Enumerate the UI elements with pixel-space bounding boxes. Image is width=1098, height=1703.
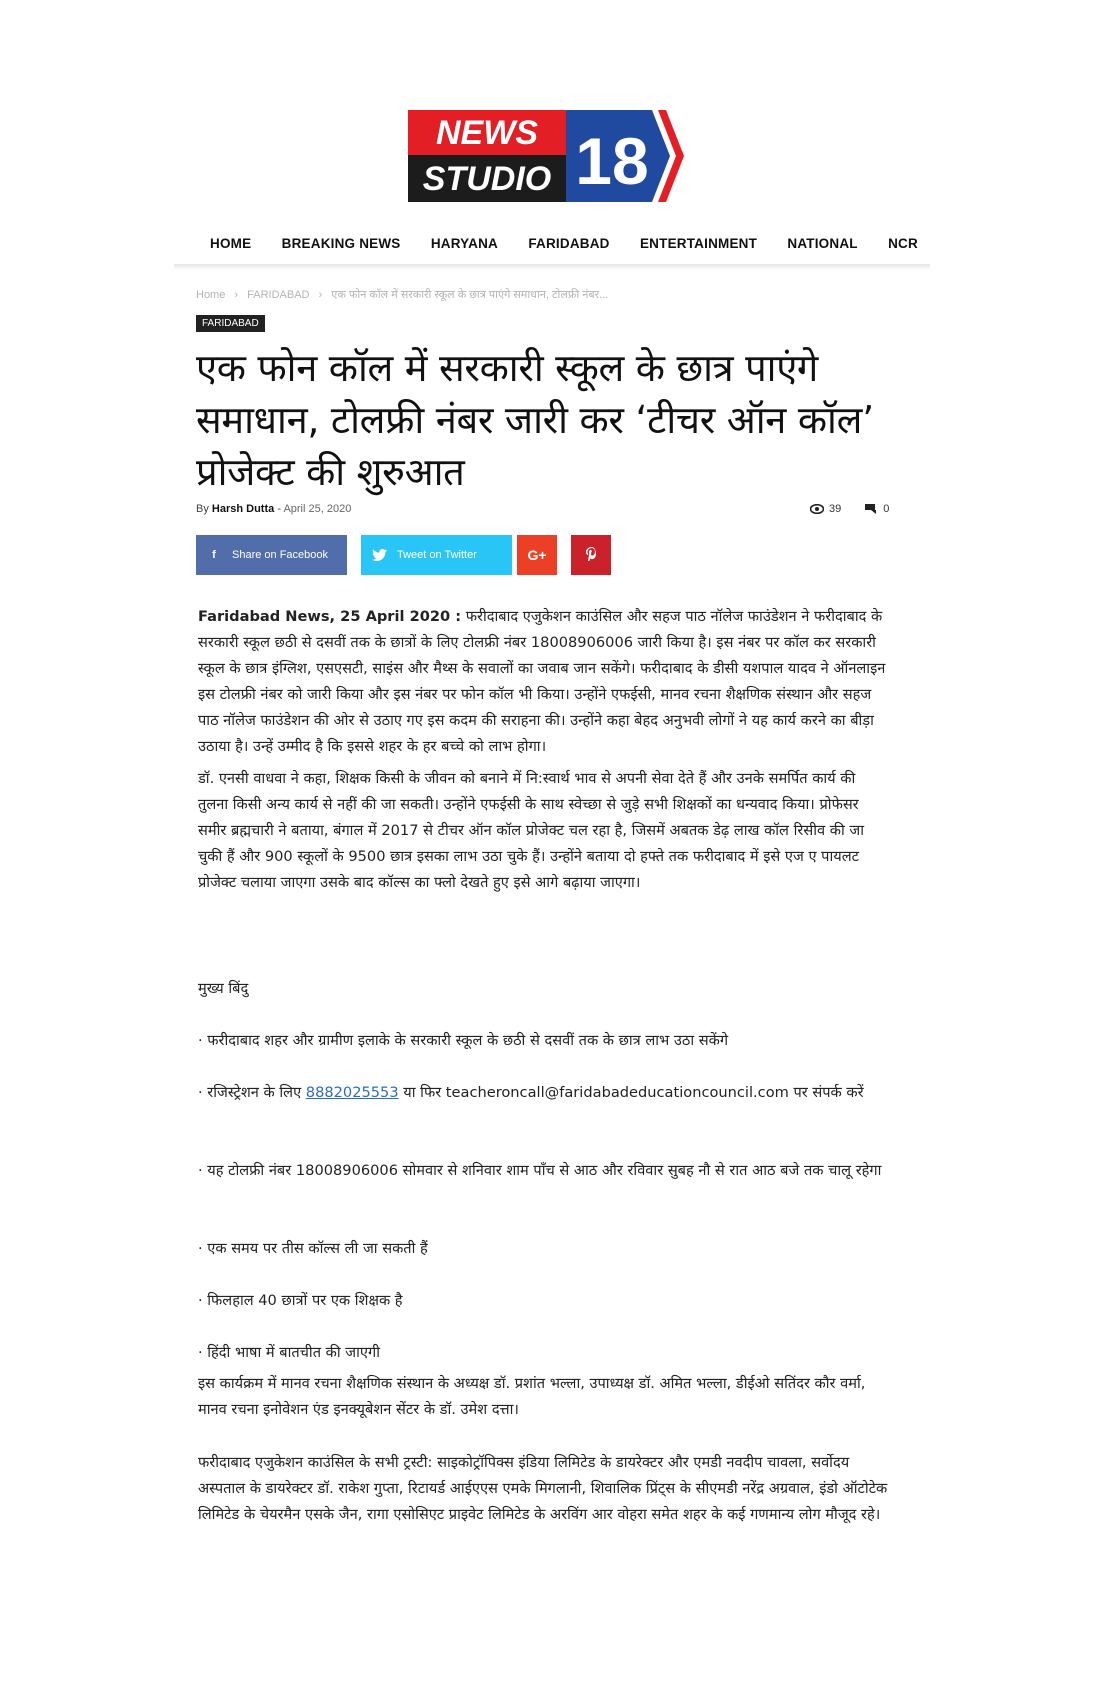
- comment-count[interactable]: 0: [883, 503, 890, 515]
- key-point-5: · फिलहाल 40 छात्रों पर एक शिक्षक है: [198, 1292, 403, 1309]
- logo-number-text: 18: [575, 124, 649, 198]
- breadcrumb-home[interactable]: Home: [196, 289, 226, 301]
- view-count: 39: [829, 503, 842, 515]
- phone-link[interactable]: 8882025553: [305, 1084, 399, 1101]
- twitter-icon: [361, 549, 397, 561]
- key-point-2-pre: · रजिस्ट्रेशन के लिए: [198, 1084, 306, 1101]
- article-stats: [810, 503, 889, 515]
- meta-dash: -: [277, 503, 281, 515]
- share-twitter-button[interactable]: [361, 535, 512, 575]
- nav-divider: [174, 264, 930, 270]
- news18-logo-graphic: [408, 110, 684, 202]
- publish-date: April 25, 2020: [283, 503, 352, 515]
- nav-entertainment[interactable]: ENTERTAINMENT: [639, 235, 758, 251]
- key-point-2-post: या फिर teacheroncall@faridabadeducationcouncil.com पर संपर्क करें: [398, 1084, 864, 1101]
- nav-faridabad[interactable]: FARIDABAD: [528, 235, 610, 251]
- logo-news-text: NEWS: [436, 114, 538, 152]
- dateline: Faridabad News, 25 April 2020 :: [198, 608, 462, 625]
- logo-studio-text: STUDIO: [422, 160, 552, 198]
- key-points-heading: मुख्य बिंदु: [198, 980, 249, 997]
- comment-icon[interactable]: [865, 504, 878, 514]
- nav-home[interactable]: HOME: [210, 235, 252, 251]
- key-point-2: [198, 1080, 888, 1106]
- share-facebook-button[interactable]: [196, 535, 347, 575]
- key-point-1: · फरीदाबाद शहर और ग्रामीण इलाके के सरकारी स्कूल के छठी से दसवीं तक के छात्र लाभ उठा सकेंगे: [198, 1032, 729, 1049]
- nav-national[interactable]: NATIONAL: [787, 235, 858, 251]
- site-logo[interactable]: [408, 110, 684, 202]
- paragraph-2: डॉ. एनसी वाधवा ने कहा, शिक्षक किसी के जीवन को बनाने में नि:स्वार्थ भाव से अपनी सेवा देते हैं और उनके समर्पित कार्य की तुलना किसी अन्य कार्य से नहीं की जा सकती। उन्होंने एफईसी के साथ स्वेच्छा से जुड़े सभी शिक्षकों का धन्यवाद किया। प्रोफेसर समीर ब्रह्मचारी ने बताया, बंगाल में 2017 से टीचर ऑन कॉल प्रोजेक्ट चल रहा है, जिसमें अबतक डेढ़ लाख कॉल रिसीव की जा चुकी हैं और 900 स्कूलों के 9500 छात्र इसका लाभ उठा चुके हैं। उन्होंने बताया दो हफ्ते तक फरीदाबाद में इसे एज ए पायलट प्रोजेक्ट चलाया जाएगा उसके बाद कॉल्स का फ्लो देखते हुए इसे आगे बढ़ाया जाएगा।: [198, 770, 864, 891]
- key-point-6: · हिंदी भाषा में बातचीत की जाएगी: [198, 1344, 380, 1361]
- breadcrumb-separator: ›: [234, 289, 239, 301]
- nav-ncr[interactable]: NCR: [888, 235, 918, 251]
- category-badge[interactable]: FARIDABAD: [196, 315, 265, 332]
- share-facebook-label: Share on Facebook: [232, 549, 329, 561]
- facebook-icon: f: [212, 549, 216, 561]
- breadcrumb-separator: ›: [318, 289, 323, 301]
- main-nav: [174, 222, 930, 264]
- paragraph-4: फरीदाबाद एजुकेशन काउंसिल के सभी ट्रस्टी: साइकोट्रॉपिक्स इंडिया लिमिटेड के डायरेक्टर और एमडी नवदीप चावला, सर्वोदय अस्पताल के डायरेक्टर डॉ. राकेश गुप्ता, रिटायर्ड आईएएस एमके मिगलानी, शिवालिक प्रिंट्स के सीएमडी नरेंद्र अग्रवाल, इंडो ऑटोटेक लिमिटेड के चेयरमैन एसके जैन, रागा एसोसिएट प्राइवेट लिमिटेड के अरविंग आर वोहरा समेत शहर के कई गणमान्य लोग मौजूद रहे।: [198, 1454, 888, 1523]
- key-point-3: · यह टोलफ्री नंबर 18008906006 सोमवार से शनिवार शाम पाँच से आठ और रविवार सुबह नौ से रात आठ बजे तक चालू रहेगा: [198, 1162, 882, 1179]
- paragraph-1-text: फरीदाबाद एजुकेशन काउंसिल और सहज पाठ नॉलेज फाउंडेशन ने फरीदाबाद के सरकारी स्कूल छठी से दसवीं तक के छात्रों के लिए टोलफ्री नंबर 18008906006 जारी किया है। इस नंबर पर कॉल कर सरकारी स्कूल के छात्र इंग्लिश, एसएसटी, साइंस और मैथ्स के सवालों का जवाब जान सकेंगे। फरीदाबाद के डीसी यशपाल यादव ने ऑनलाइन इस टोलफ्री नंबर को जारी किया और इस नंबर पर फोन कॉल भी किया। उन्होंने एफईसी, मानव रचना शैक्षणिक संस्थान और सहज पाठ नॉलेज फाउंडेशन की ओर से उठाए गए इस कदम की सराहना की। उन्होंने कहा बेहद अनुभवी लोगों ने यह कार्य करने का बीड़ा उठाया है। उन्हें उम्मीद है कि इससे शहर के हर बच्चे को लाभ होगा।: [198, 608, 886, 755]
- paragraph-3: इस कार्यक्रम में मानव रचना शैक्षणिक संस्थान के अध्यक्ष डॉ. प्रशांत भल्ला, उपाध्यक्ष डॉ. अमित भल्ला, डीईओ सतिंदर कौर वर्मा, मानव रचना इनोवेशन एंड इनक्यूबेशन सेंटर के डॉ. उमेश दत्ता।: [198, 1375, 866, 1418]
- article-title: एक फोन कॉल में सरकारी स्कूल के छात्र पाएंगे समाधान, टोलफ्री नंबर जारी कर ‘टीचर ऑन कॉल’ प्रोजेक्ट की शुरुआत: [196, 346, 874, 494]
- breadcrumb-section[interactable]: FARIDABAD: [247, 289, 310, 301]
- byline-prefix: By: [196, 503, 209, 515]
- googleplus-icon: G+: [527, 547, 547, 563]
- eye-icon: [810, 504, 824, 514]
- share-pinterest-button[interactable]: [571, 535, 611, 575]
- paragraph-1: [198, 604, 888, 760]
- nav-breaking-news[interactable]: BREAKING NEWS: [281, 235, 401, 251]
- breadcrumb-current[interactable]: एक फोन कॉल में सरकारी स्कूल के छात्र पाएंगे समाधान, टोलफ्री नंबर...: [331, 289, 609, 301]
- article-body: [198, 604, 888, 896]
- author-link[interactable]: Harsh Dutta: [211, 503, 275, 515]
- share-twitter-label: Tweet on Twitter: [397, 549, 477, 561]
- key-point-4: · एक समय पर तीस कॉल्स ली जा सकती हैं: [198, 1240, 428, 1257]
- share-googleplus-button[interactable]: [517, 535, 557, 575]
- nav-haryana[interactable]: HARYANA: [430, 235, 498, 251]
- article-meta: [196, 503, 351, 515]
- pinterest-icon: [586, 547, 597, 564]
- breadcrumb: [196, 287, 608, 302]
